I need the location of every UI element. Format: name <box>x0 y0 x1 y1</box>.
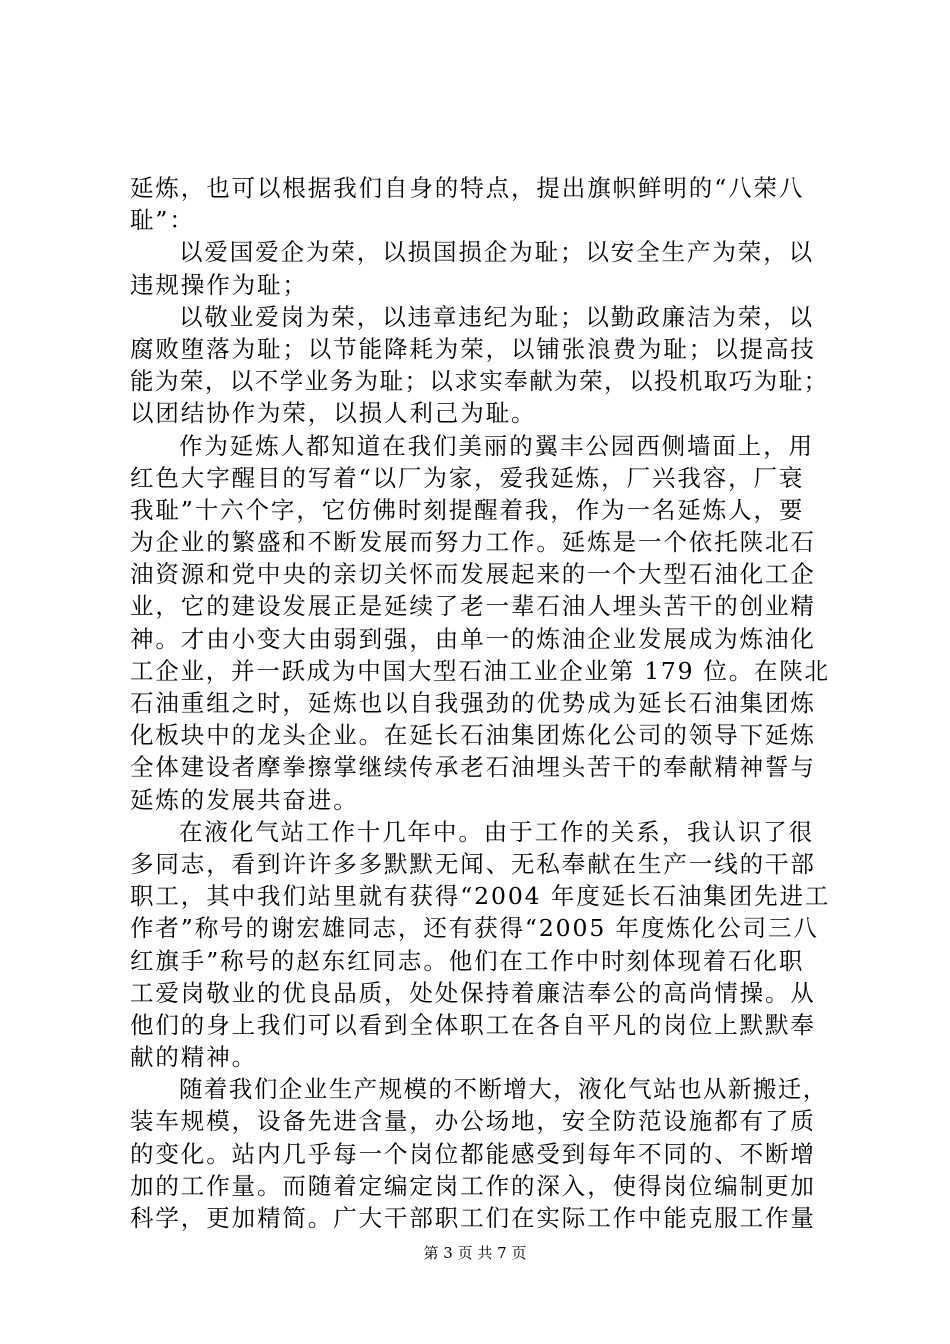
text-line: 神。才由小变大由弱到强，由单一的炼油企业发展成为炼油化 <box>130 624 816 653</box>
paragraph-first-line: 以敬业爱岗为荣，以违章违纪为耻；以勤政廉洁为荣，以 <box>179 302 814 331</box>
text-line: 我耻”十六个字，它仿佛时刻提醒着我，作为一名延炼人，要 <box>130 495 805 524</box>
text-line: 工企业，并一跃成为中国大型石油工业企业第 179 位。在陕北 <box>130 656 830 685</box>
text-line: 工爱岗敬业的优良品质，处处保持着廉洁奉公的高尚情操。从 <box>130 978 816 1007</box>
text-line: 以团结协作为荣，以损人利己为耻。 <box>130 399 537 428</box>
text-line: 多同志，看到许许多多默默无闻、无私奉献在生产一线的干部 <box>130 849 816 878</box>
text-line: 作者”称号的谢宏雄同志，还有获得“2005 年度炼化公司三八 <box>130 914 819 943</box>
text-line: 红旗手”称号的赵东红同志。他们在工作中时刻体现着石化职 <box>130 946 805 975</box>
text-line: 他们的身上我们可以看到全体职工在各自平凡的岗位上默默奉 <box>130 1010 816 1039</box>
text-line: 化板块中的龙头企业。在延长石油集团炼化公司的领导下延炼 <box>130 721 816 750</box>
text-line: 装车规模，设备先进含量，办公场地，安全防范设施都有了质 <box>130 1107 816 1136</box>
page-footer: 第 3 页 共 7 页 <box>423 1244 527 1262</box>
text-line: 业，它的建设发展正是延续了老一辈石油人埋头苦干的创业精 <box>130 592 816 621</box>
text-line: 的变化。站内几乎每一个岗位都能感受到每年不同的、不断增 <box>130 1139 816 1168</box>
paragraph-first-line: 作为延炼人都知道在我们美丽的翼丰公园西侧墙面上，用 <box>179 431 814 460</box>
text-line: 油资源和党中央的亲切关怀而发展起来的一个大型石油化工企 <box>130 560 816 589</box>
text-line: 石油重组之时，延炼也以自我强劲的优势成为延长石油集团炼 <box>130 689 816 717</box>
text-line: 违规操作为耻； <box>130 270 308 299</box>
text-line: 科学，更加精简。广大干部职工们在实际工作中能克服工作量 <box>130 1204 816 1232</box>
text-line: 能为荣，以不学业务为耻；以求实奉献为荣，以投机取巧为耻； <box>130 367 829 396</box>
text-line: 献的精神。 <box>130 1043 257 1072</box>
paragraph-first-line: 随着我们企业生产规模的不断增大，液化气站也从新搬迁， <box>179 1075 828 1104</box>
text-line: 延炼的发展共奋进。 <box>130 785 359 814</box>
text-line: 加的工作量。而随着定编定岗工作的深入，使得岗位编制更加 <box>130 1171 816 1200</box>
text-line: 红色大字醒目的写着“以厂为家，爱我延炼，厂兴我容，厂衰 <box>130 463 805 492</box>
paragraph-first-line: 以爱国爱企为荣，以损国损企为耻；以安全生产为荣，以 <box>179 238 814 267</box>
paragraph-first-line: 在液化气站工作十几年中。由于工作的关系，我认识了很 <box>179 817 814 846</box>
text-line: 职工，其中我们站里就有获得“2004 年度延长石油集团先进工 <box>130 882 831 911</box>
document-body <box>130 172 830 1234</box>
text-line: 延炼，也可以根据我们自身的特点，提出旗帜鲜明的“八荣八 <box>130 174 805 202</box>
text-line: 腐败堕落为耻；以节能降耗为荣，以铺张浪费为耻；以提高技 <box>130 334 816 363</box>
text-line: 耻”： <box>130 206 195 235</box>
text-line: 为企业的繁盛和不断发展而努力工作。延炼是一个依托陕北石 <box>130 528 816 557</box>
text-line: 全体建设者摩拳擦掌继续传承老石油埋头苦干的奉献精神誓与 <box>130 753 816 782</box>
